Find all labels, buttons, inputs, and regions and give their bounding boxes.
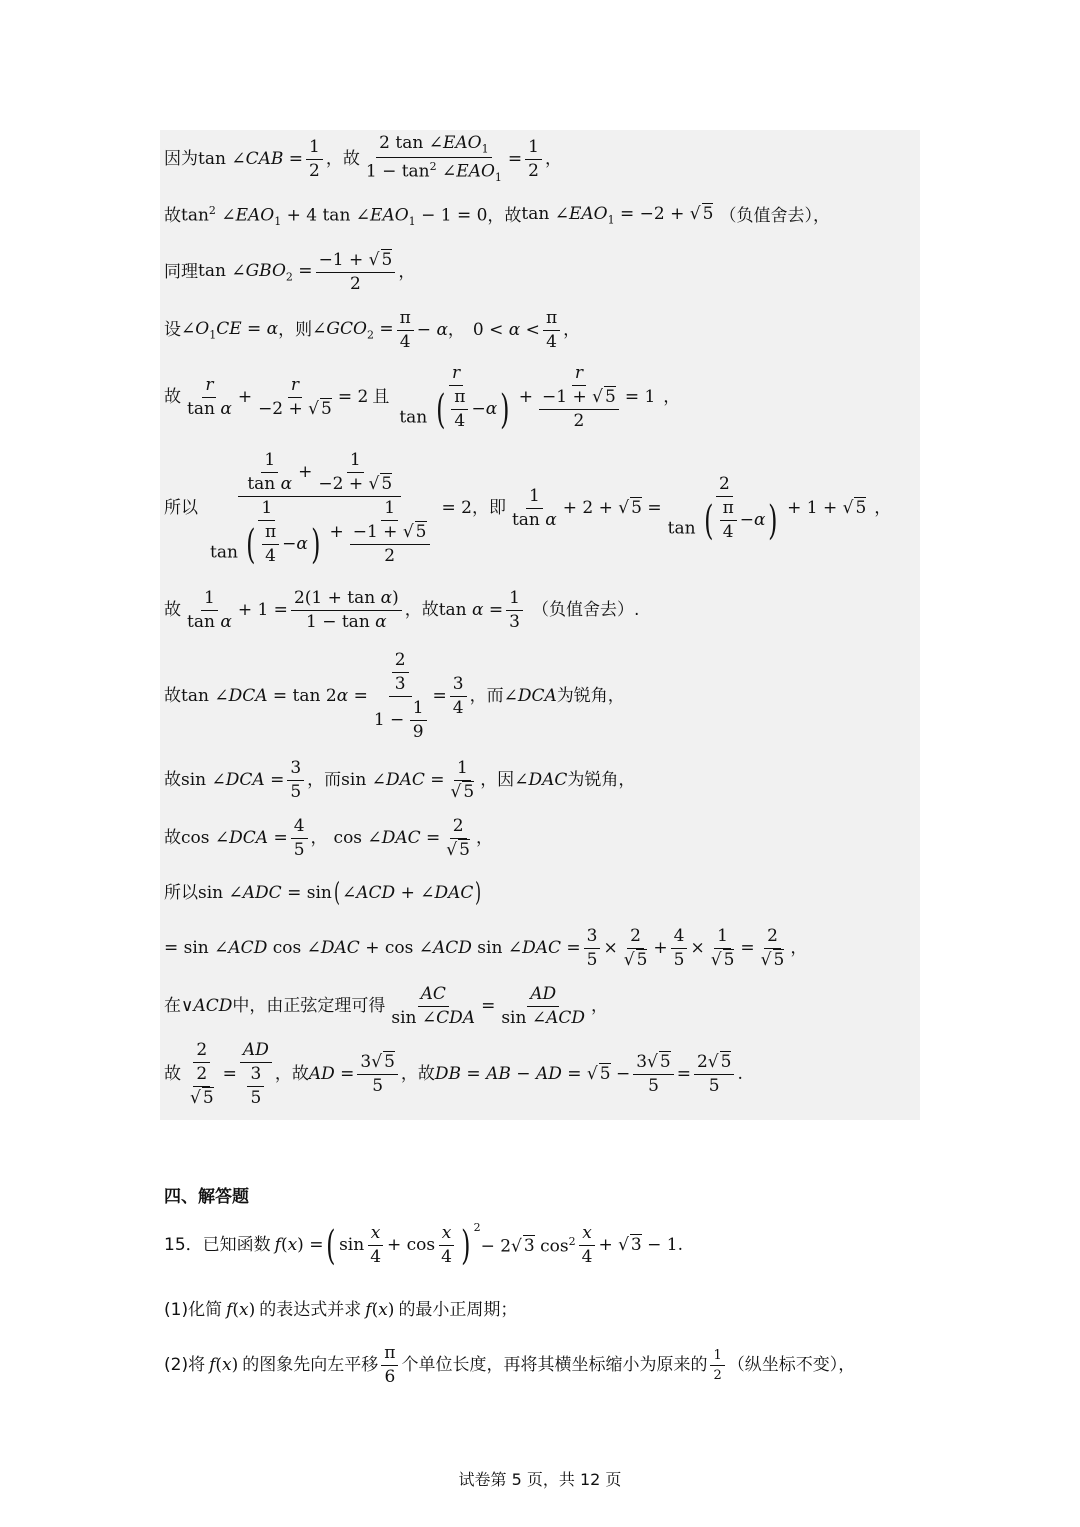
solution-line-6: 所以 $\frac{1}{\text{tan α}}$ + $\frac{1}{-2 + √ 5}$ 1 tan ( π 4 − α ) + $\frac{1}{\frac{-1 + √ 5}{2}}$ = 2 ，即 1 tan α + 2 + √ 5 = 2 tan ( π 4 − α ) + 1 + √ 5 ， (164, 450, 892, 568)
solution-line-13: 在 ∨ACD 中，由正弦定理可得 AC sin ∠CDA = AD sin ∠ACD ， (164, 984, 608, 1028)
page-footer: 试卷第 5 页，共 12 页 (458, 1470, 622, 1489)
solution-line-7: 故 1 tan α + 1 = $\frac{\text{2(1 + tan α)}}{\text{1 − tan α}}$ ，故 tan α = $\frac{1}{3}$ （负值舍去）. (164, 588, 640, 632)
solution-line-5: 故 r tan α + $\frac{r}{-2 + √ 5}$ = 2 且 r tan ( π 4 − α ) + $\frac{r}{\frac{-1 + √ 5}{2}}$ = 1 ， (164, 363, 681, 433)
problem-15-part-2: (2)将 f(x) 的图象先向左平移 π 6 个单位长度，再将其横坐标缩小为原来的 1 2 （纵坐标不变）， (164, 1343, 856, 1387)
solution-line-3: 同理 $\tan \angle GBO_2$ = $\frac{-1 + √ 5}{2}$ ， (164, 250, 416, 294)
solution-line-1: 因为 tan ∠CAB = $\frac{1}{2}$ ，故 2 $\tan \angle EAO_1$ $1 - \tan^2$ $\angle EAO_1$ = $\frac{1}{2}$ ， (164, 133, 562, 185)
solution-line-9: 故 sin ∠DCA = $\frac{3}{5}$ ，而 sin ∠DAC = $\frac{1}{√ 5}$ ，因 ∠DAC 为锐角， (164, 758, 636, 802)
solution-line-12: = sin ∠ACD cos ∠DAC + cos ∠ACD sin ∠DAC = $\frac{3}{5}$ × 2 √ 5 + 4 5 × 1 √ 5 = 2 √ 5 ， (164, 926, 808, 970)
solution-line-11: 所以 sin ∠ADC = sin ( ∠ACD + ∠DAC ) (164, 878, 482, 908)
solution-line-14: 故 $\frac{2}{\frac{2}{√ 5}}$ = $\frac{AD}{\frac{3}{5}}$ ，故 AD = $\frac{3√ 5}{5}$ ，故 DB = AB − AD = √ 5 − $\frac{3√ 5}{5}$ = $\frac{2√ 5}{5}$ . (164, 1040, 743, 1108)
section-heading: 四、解答题 (164, 1187, 249, 1207)
solution-line-2: 故 $\tan^2$ $\angle EAO_1 + 4$ $\tan \angle EAO_1 - 1 = 0$ ，故 $\tan \angle EAO_1 = -2$ + √ 5 （负值舍去）， (164, 204, 830, 229)
solution-line-8: 故 tan ∠DCA = tan 2α = $\frac{2}{3}$ 1 − $\frac{1}{9}$ = $\frac{3}{4}$ ，而 ∠DCA 为锐角， (164, 650, 625, 742)
solution-line-10: 故 cos ∠DCA = $\frac{4}{5}$ ， cos ∠DAC = $\frac{2}{√ 5}$ ， (164, 816, 493, 860)
problem-15: 15．已知函数 f(x) = ( sin x 4 + cos x 4 ) 2 − 2√ 3 $\cos^2$ x 4 + √ 3 − 1. (164, 1221, 684, 1269)
problem-15-part-1: (1)化简 f(x) 的表达式并求 f(x) 的最小正周期； (164, 1300, 518, 1320)
solution-line-4: 设 $\angle O_1CE = \alpha$ ，则 $\angle GCO_2$ = $\frac{\pi}{4}$ − α ， 0 < α < π 4 ， (164, 308, 581, 352)
